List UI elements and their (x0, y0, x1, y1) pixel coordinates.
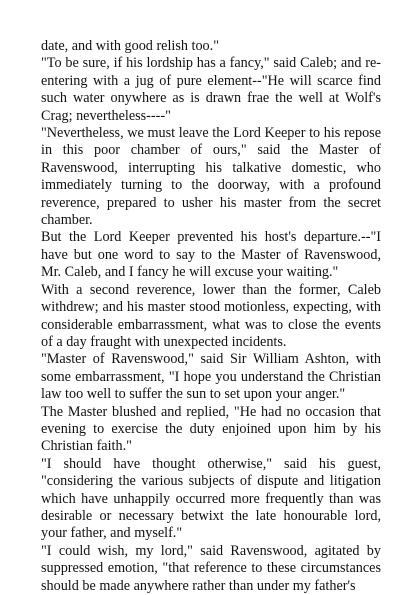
paragraph: date, and with good relish too." (41, 38, 219, 54)
paragraph: "Nevertheless, we must leave the Lord Keeper to his repose in this poor chamber of ours," said the Master of Ravenswood, interrupting his talkative domestic, who immediately turning to the doorway, with a profound reverence, prepared to usher his master from the secret chamber. (41, 125, 381, 229)
paragraph: But the Lord Keeper prevented his host's departure.--"I have but one word to say to the Master of Ravenswood, Mr. Caleb, and I fancy he will excuse your waiting." (41, 229, 381, 281)
paragraph: With a second reverence, lower than the former, Caleb withdrew; and his master stood motionless, expecting, with considerable embarrassment, what was to close the events of a day fraught with unexpected incidents. (41, 281, 381, 350)
paragraph: The Master blushed and replied, "He had no occasion that evening to exercise the duty enjoined upon him by his Christian faith." (41, 403, 381, 455)
paragraph: "I should have thought otherwise," said his guest, "considering the various subjects of dispute and litigation which have unhappily occurred more frequently than was desirable or necessary betwixt the late honourable lord, your father, and myself." (41, 455, 381, 542)
paragraph: "Master of Ravenswood," said Sir William Ashton, with some embarrassment, "I hope you understand the Christian law too well to suffer the sun to set upon your anger." (41, 351, 381, 403)
paragraph: "To be sure, if his lordship has a fancy," said Caleb; and re-entering with a jug of pure element--"He will scarce find such water onywhere as is drawn frae the well at Wolf's Crag; nevertheless----" (41, 55, 381, 124)
paragraph: "I could wish, my lord," said Ravenswood, agitated by suppressed emotion, "that reference to these circumstances should be made anywhere rather than under my father's (41, 542, 381, 594)
page-body (41, 38, 381, 595)
